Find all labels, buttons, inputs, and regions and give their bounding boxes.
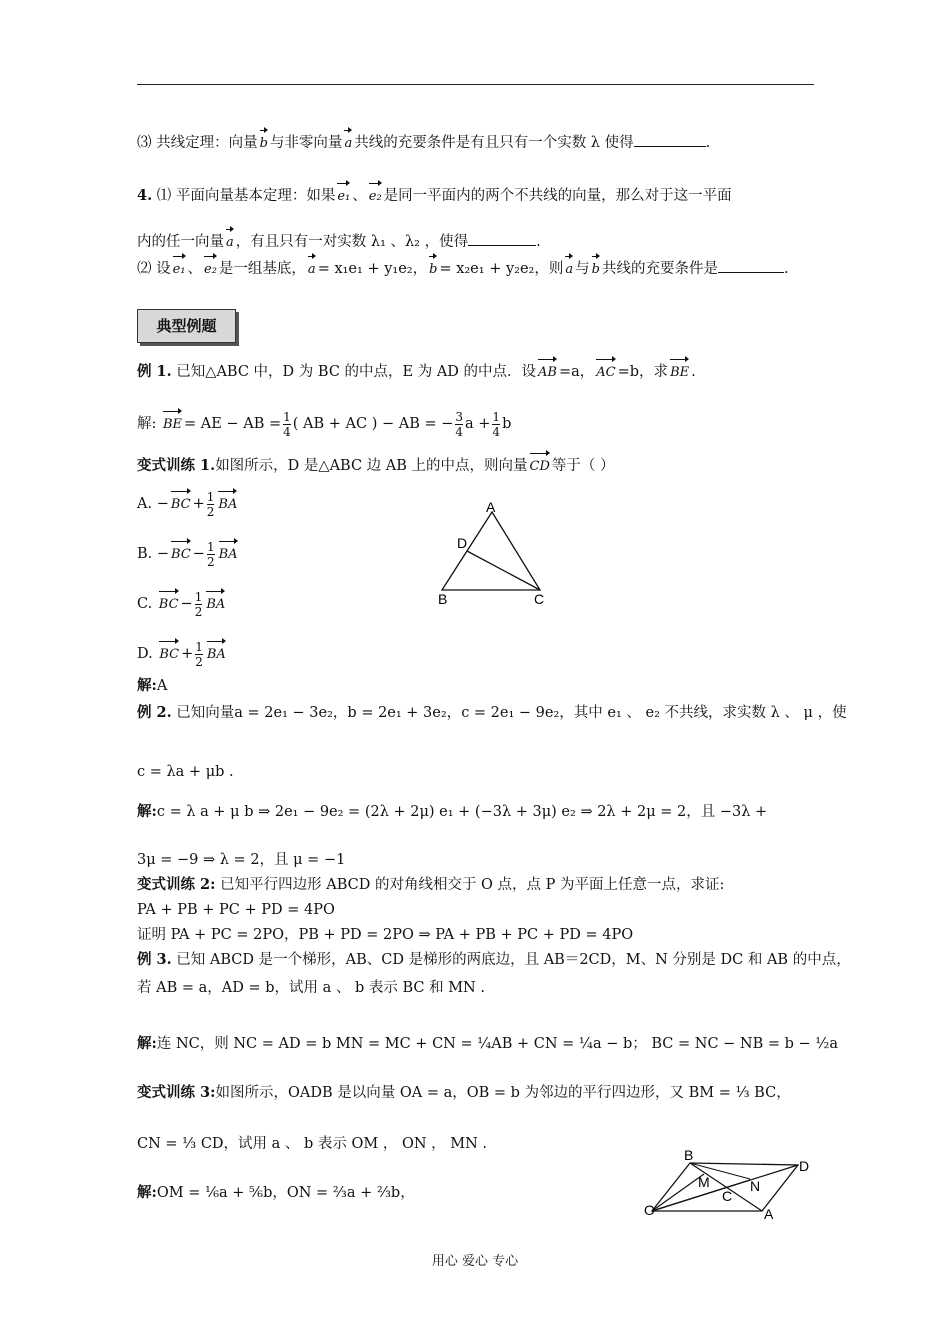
label-O: O [644, 1202, 655, 1218]
example-2-solution-cont: 3μ = −9 ⇒ λ = 2，且 μ = −1 [137, 852, 346, 868]
triangle-figure [430, 498, 555, 608]
section-title: 典型例题 [137, 309, 236, 343]
label-B: B [438, 591, 448, 607]
exercise-2-proof: 证明 PA + PC = 2PO，PB + PD = 2PO ⇒ PA + PB + PC + PD = 4PO [137, 927, 634, 943]
example-2-eq: c = λa + μb . [137, 764, 234, 780]
exercise-3-cont: CN = ⅓ CD，试用 a 、 b 表示 OM ， ON ， MN . [137, 1136, 488, 1152]
option-c: C. BC − $\frac{1}{2}$ BA [137, 589, 226, 619]
header-rule [137, 84, 814, 85]
exercise-3: 变式训练 3:如图所示，OADB 是以向量 OA = a，OB = b 为邻边的平行四边形，又 BM = ⅓ BC， [137, 1084, 791, 1101]
label-C: C [534, 591, 545, 607]
label-B: B [684, 1147, 694, 1163]
exercise-1: 变式训练 1.如图所示，D 是△ABC 边 AB 上的中点，则向量 CD 等于（ ） [137, 450, 615, 477]
exercise-1-answer: 解:A [137, 677, 168, 694]
item-basic-theorem: 4. ⑴ 平面向量基本定理：如果 e₁ 、 e₂ 是同一平面内的两个不共线的向量，那么对于这一平面 [137, 180, 732, 207]
item-collinear-theorem: ⑶ 共线定理：向量 b 与非零向量 a 共线的充要条件是有且只有一个实数 λ 使得 . [137, 127, 710, 154]
item-basis-collinear: ⑵ 设 e₁ 、 e₂ 是一组基底， a = x₁e₁ + y₁e₂， b = x₂e₁ + y₂e₂，则 a 与 b 共线的充要条件是 . [137, 253, 789, 280]
item-basic-theorem-cont: 内的任一向量 a ，有且只有一对实数 λ₁ 、λ₂ ，使得 . [137, 226, 541, 253]
example-3-solution: 解:连 NC，则 NC = AD = b MN = MC + CN = ¼AB + CN = ¼a − b； BC = NC − NB = b − ½a [137, 1035, 838, 1052]
exercise-3-solution: 解:OM = ⅙a + ⅚b，ON = ⅔a + ⅔b， [137, 1184, 415, 1201]
example-1-solution: 解: BE = AE − AB = $\frac{1}{4}$ ( AB + AC ) − AB = − $\frac{3}{4}$ a + $\frac{1}{4}$ b [137, 409, 512, 439]
example-3-cont: 若 AB = a，AD = b，试用 a 、 b 表示 BC 和 MN . [137, 980, 485, 996]
page-footer: 用心 爱心 专心 [431, 1254, 519, 1269]
label-A: A [486, 499, 496, 515]
parallelogram-figure [640, 1145, 820, 1225]
example-1: 例 1. 已知△ABC 中，D 为 BC 的中点，E 为 AD 的中点．设 AB =a， AC =b，求 BE . [137, 356, 696, 383]
label-D: D [457, 535, 468, 551]
label-N: N [750, 1178, 761, 1194]
exercise-2: 变式训练 2: 已知平行四边形 ABCD 的对角线相交于 O 点，点 P 为平面上任意一点，求证: [137, 876, 725, 893]
option-a: A. − BC + $\frac{1}{2}$ BA [137, 489, 238, 519]
example-2: 例 2. 已知向量a = 2e₁ − 3e₂，b = 2e₁ + 3e₂，c = 2e₁ − 9e₂，其中 e₁ 、 e₂ 不共线，求实数 λ 、 μ ，使 [137, 704, 847, 721]
label-M: M [698, 1174, 710, 1190]
example-2-solution: 解:c = λ a + μ b ⇒ 2e₁ − 9e₂ = (2λ + 2μ) e₁ + (−3λ + 3μ) e₂ ⇒ 2λ + 2μ = 2，且 −3λ + [137, 803, 768, 820]
option-b: B. − BC − $\frac{1}{2}$ BA [137, 539, 238, 569]
label-A: A [764, 1206, 774, 1222]
option-d: D. BC + $\frac{1}{2}$ BA [137, 639, 226, 669]
label-C: C [722, 1188, 733, 1204]
label-D: D [799, 1158, 810, 1174]
example-3: 例 3. 已知 ABCD 是一个梯形，AB、CD 是梯形的两底边，且 AB＝2CD，M、N 分别是 DC 和 AB 的中点， [137, 951, 851, 968]
exercise-2-eq: PA + PB + PC + PD = 4PO [137, 902, 335, 918]
